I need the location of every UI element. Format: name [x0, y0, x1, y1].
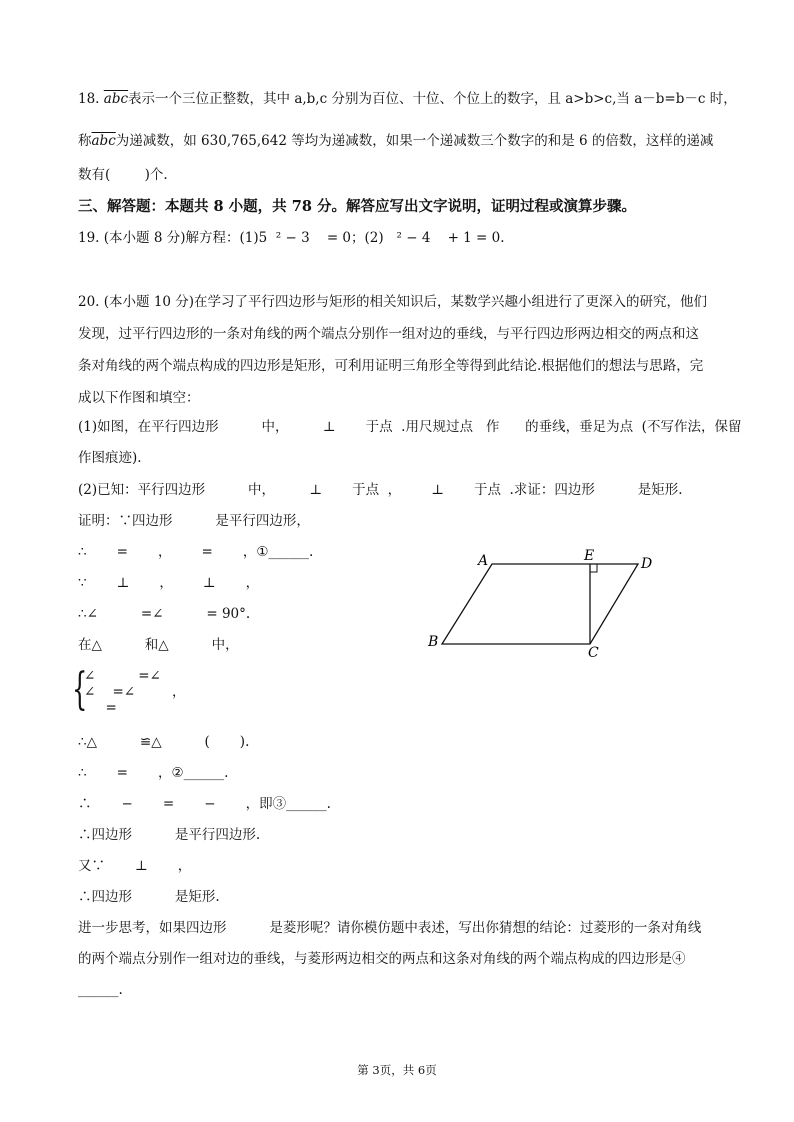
q20-part1-1: (1)如图，在平行四边形 中， ⊥ 于点 .用尺规过点 作 的垂线，垂足为点 (不写作法，保留 — [78, 419, 742, 435]
parallelogram-abcd — [442, 564, 638, 644]
left-brace: { — [72, 664, 88, 715]
q20-intro-3: 条对角线的两个端点构成的四边形是矩形，可利用证明三角形全等得到此结论.根据他们的想法与思路，完 — [78, 358, 704, 374]
system-row-3: = — [84, 700, 117, 716]
q18-line1 — [78, 90, 754, 108]
proof-line-11: ∴四边形 是矩形. — [78, 889, 220, 905]
proof-line-4: ∴∠ =∠ = 90°. — [78, 606, 251, 622]
label-d: D — [641, 556, 653, 572]
q18-line2-text: 为递减数，如 630,765,642 等均为递减数，如果一个递减数三个数字的和是 6 的倍数，这样的递减 — [115, 133, 714, 149]
further-2: 的两个端点分别作一组对边的垂线，与菱形两边相交的两点和这条对角线的两个端点构成的四边形是④ — [78, 951, 686, 967]
further-3: ______. — [78, 982, 123, 998]
proof-line-8: ∴ − = − ，即③______. — [78, 796, 331, 812]
proof-line-3: ∵ ⊥ ， ⊥ ， — [78, 575, 260, 591]
proof-line-5: 在△ 和△ 中， — [78, 637, 239, 653]
system-row-2: ∠ =∠ — [84, 684, 136, 700]
system-row-1: ∠ =∠ — [84, 668, 161, 684]
section-heading: 三、解答题：本题共 8 小题，共 78 分。解答应写出文字说明，证明过程或演算步骤。 — [78, 198, 636, 215]
q20-part1-2: 作图痕迹). — [78, 450, 142, 466]
proof-line-10: 又∵ ⊥ ， — [78, 858, 192, 874]
q19: 19. (本小题 8 分)解方程：(1)5 ² − 3 = 0；(2) ² − 4 + 1 = 0. — [78, 230, 505, 246]
proof-line-1: 证明：∵四边形 是平行四边形， — [78, 513, 310, 529]
abc-overline: $\overline{abc}$ — [103, 91, 129, 107]
proof-line-7: ∴ = ，②______. — [78, 765, 229, 781]
q20-intro-4: 成以下作图和填空： — [78, 390, 200, 406]
q20-intro-2: 发现，过平行四边形的一条对角线的两个端点分别作一组对边的垂线，与平行四边形两边相交的两点和这 — [78, 326, 699, 342]
label-b: B — [428, 634, 439, 650]
system-tail: ， — [172, 684, 186, 700]
q20-part2: (2)已知：平行四边形 中， ⊥ 于点 ， ⊥ 于点 .求证：四边形 是矩形. — [78, 482, 683, 498]
q18-line2 — [78, 132, 754, 150]
abc-overline-2: $\overline{abc}$ — [91, 133, 116, 149]
q20-intro-1: 20. (本小题 10 分)在学习了平行四边形与矩形的相关知识后，某数学兴趣小组进行了更深入的研究，他们 — [78, 294, 708, 310]
further-1: 进一步思考，如果四边形 是菱形呢？请你模仿题中表述，写出你猜想的结论：过菱形的一条对角线 — [78, 920, 702, 936]
label-c: C — [588, 645, 599, 660]
page-footer: 第 3页，共 6页 — [357, 1063, 437, 1077]
label-e: E — [584, 548, 595, 564]
q18-line3: 数有( )个. — [78, 167, 168, 183]
right-angle-mark — [590, 564, 597, 572]
label-a: A — [478, 553, 489, 569]
parallelogram-figure — [420, 548, 660, 660]
q18-line2-pre: 称 — [78, 133, 92, 149]
proof-line-6: ∴△ ≌△ ( ). — [78, 734, 250, 750]
q18-number: 18. — [78, 91, 104, 107]
proof-line-9: ∴四边形 是平行四边形. — [78, 827, 261, 843]
proof-line-2: ∴ = ， = ，①______. — [78, 544, 314, 560]
q18-line1-text: 表示一个三位正整数，其中 a,b,c 分别为百位、十位、个位上的数字，且 a>b>c,当 a－b=b－c 时， — [128, 91, 737, 107]
